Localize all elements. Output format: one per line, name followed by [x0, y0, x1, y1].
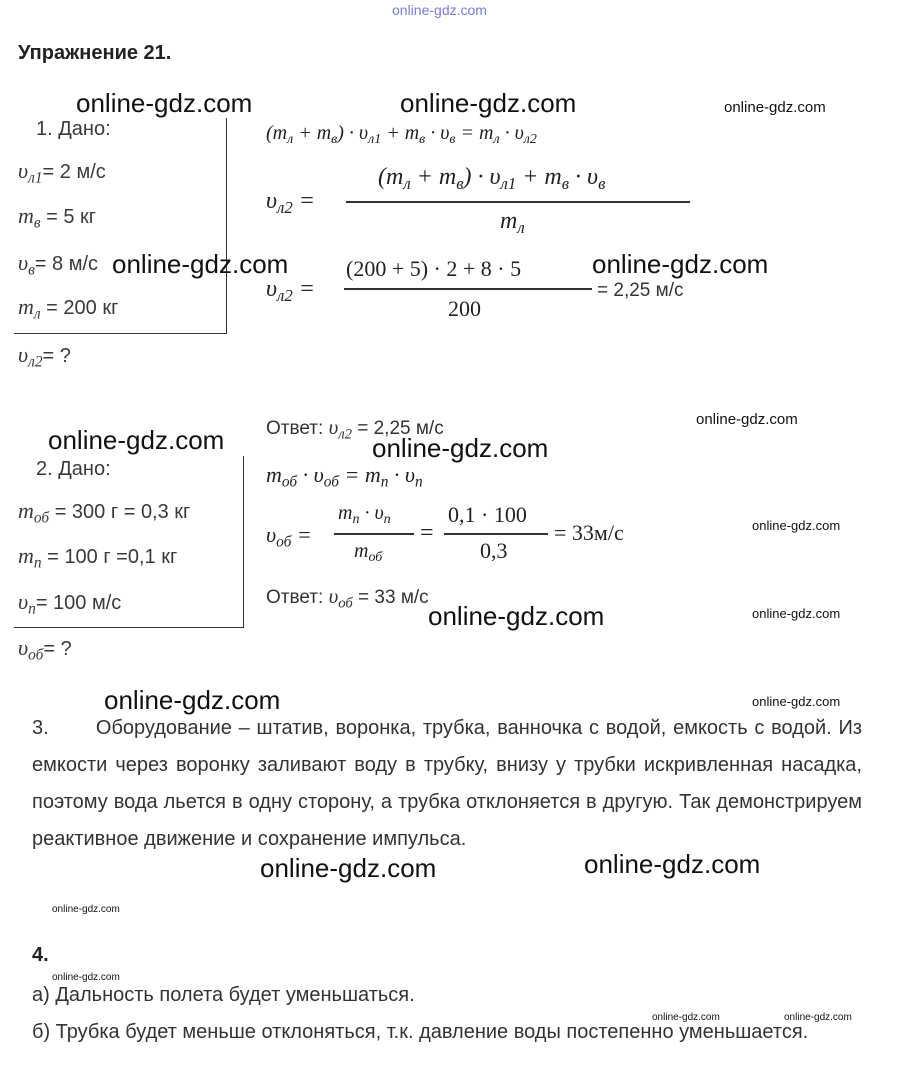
formula-2-numerator: $m_п \cdot \upsilon_п$	[338, 502, 391, 528]
given-m-ob: $m_{об} = 300$ г = 0,3 кг	[18, 498, 191, 527]
answer-1: Ответ: $\upsilon_{л2} = 2,25$ м/с	[266, 415, 444, 443]
given-m-v: $m_в = 5$ кг	[18, 203, 97, 232]
watermark: online-gdz.com	[400, 88, 577, 118]
problem-4-a: а) Дальность полета будет уменьшаться.	[32, 984, 415, 1006]
watermark: online-gdz.com	[592, 249, 769, 279]
calc-lhs: $\upsilon_{л2}$ =	[266, 276, 315, 306]
fraction-bar	[346, 201, 690, 203]
watermark: online-gdz.com	[104, 685, 281, 715]
problem-2-label: 2. Дано:	[36, 458, 111, 480]
watermark: online-gdz.com	[752, 518, 841, 533]
problem-4-b: б) Трубка будет меньше отклоняться, т.к. давление воды постепенно уменьшается.	[32, 1021, 809, 1043]
momentum-equation-2: $m_{об} \cdot \upsilon_{об} = m_п \cdot \upsilon_п$	[266, 462, 423, 491]
calc-result: = 2,25 м/с	[597, 280, 684, 301]
given-box-border	[243, 456, 244, 628]
given-m-l: $m_л = 200$ кг	[18, 294, 119, 323]
watermark: online-gdz.com	[260, 853, 437, 883]
watermark: online-gdz.com	[752, 606, 841, 621]
fraction-bar	[334, 533, 414, 535]
answer-2: Ответ: $\upsilon_{об} = 33$ м/с	[266, 584, 429, 612]
find-v-ob: $\upsilon_{об}=$ ?	[18, 635, 72, 664]
given-m-p: $m_п = 100$ г =0,1 кг	[18, 543, 178, 572]
page-title: Упражнение 21.	[18, 42, 172, 64]
fraction-bar	[344, 288, 592, 290]
calc-numerator: (200 + 5) · 2 + 8 · 5	[346, 256, 522, 281]
watermark: online-gdz.com	[428, 601, 605, 631]
momentum-equation: $(m_л + m_в) \cdot \upsilon_{л1} + m_в \cdot \upsilon_в = m_л \cdot \upsilon_{л2}$	[266, 122, 537, 148]
calc-2-result: = 33м/с	[554, 520, 624, 545]
watermark: online-gdz.com	[48, 425, 225, 455]
formula-denominator: $m_л$	[500, 208, 525, 238]
watermark: online-gdz.com	[52, 972, 120, 983]
watermark: online-gdz.com	[112, 249, 289, 279]
formula-2-lhs: $\upsilon_{об}$ =	[266, 522, 312, 551]
find-v-l2: $\upsilon_{л2}=$ ?	[18, 342, 71, 371]
given-v-v: $\upsilon_в= 8$ м/с	[18, 250, 99, 279]
problem-3	[32, 710, 862, 858]
watermark: online-gdz.com	[76, 88, 253, 118]
given-v-p: $\upsilon_п= 100$ м/с	[18, 589, 122, 618]
fraction-bar	[444, 533, 548, 535]
given-box-border	[14, 333, 227, 334]
problem-3-text: Оборудование – штатив, воронка, трубка, ванночка с водой, емкость с водой. Из емкости через воронку заливают воду в трубку, внизу у трубки искривленная насадка, поэтому вода льется в одну сторону, а трубка отклоняется в другую. Так демонстрируем реактивное движение и сохранение импульса.	[32, 717, 863, 850]
given-box-border	[14, 627, 244, 628]
problem-3-number: 3.	[32, 717, 49, 739]
watermark: online-gdz.com	[724, 99, 826, 116]
calc-2-numerator: 0,1 · 100	[448, 502, 527, 527]
watermark: online-gdz.com	[652, 1012, 720, 1023]
watermark: online-gdz.com	[372, 433, 549, 463]
watermark-top: online-gdz.com	[392, 2, 487, 18]
formula-numerator: $(m_л + m_в) \cdot \upsilon_{л1} + m_в \cdot \upsilon_в$	[378, 164, 606, 194]
watermark: online-gdz.com	[784, 1012, 852, 1023]
formula-2-denominator: $m_{об}$	[354, 540, 383, 566]
problem-4-number: 4.	[32, 944, 49, 966]
calc-2-denominator: 0,3	[480, 538, 508, 563]
given-box-border	[226, 118, 227, 334]
watermark: online-gdz.com	[752, 694, 841, 709]
given-v-l1: $\upsilon_{л1}= 2$ м/с	[18, 158, 106, 187]
watermark: online-gdz.com	[584, 849, 761, 879]
equals-sign: =	[420, 520, 434, 546]
formula-lhs: $\upsilon_{л2}$ =	[266, 188, 315, 218]
calc-denominator: 200	[448, 296, 481, 321]
problem-1-label: 1. Дано:	[36, 118, 111, 140]
watermark: online-gdz.com	[52, 904, 120, 915]
watermark: online-gdz.com	[696, 411, 798, 428]
